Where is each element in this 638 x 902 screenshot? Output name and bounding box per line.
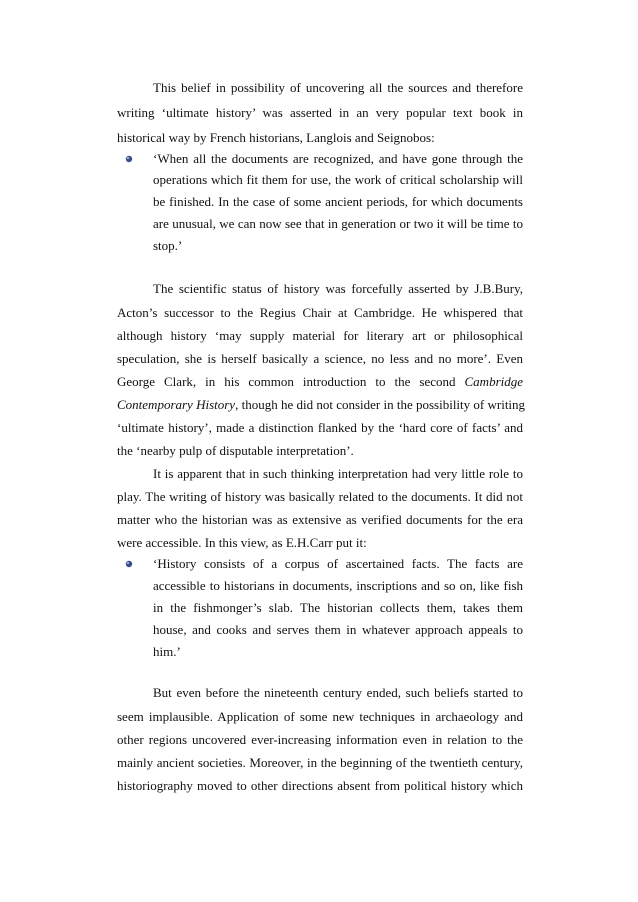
paragraph-line: historiography moved to other directions absent from political history which (117, 778, 523, 793)
bullet-icon (125, 560, 133, 568)
quote-line: be finished. In the case of some ancient periods, for which documents (153, 194, 523, 209)
paragraph-line: other regions uncovered ever-increasing information even in relation to the (117, 732, 523, 747)
paragraph-line: seem implausible. Application of some new techniques in archaeology and (117, 709, 523, 724)
quote-line: accessible to historians in documents, inscriptions and so on, like fish (153, 578, 523, 593)
paragraph-line: This belief in possibility of uncovering all the sources and therefore (153, 80, 523, 95)
quote-line: ‘When all the documents are recognized, and have gone through the (153, 151, 523, 166)
paragraph-line: mainly ancient societies. Moreover, in the beginning of the twentieth century, (117, 755, 523, 770)
quote-line: house, and cooks and serves them in whatever approach appeals to (153, 622, 523, 637)
paragraph-line (117, 374, 523, 389)
bullet-icon (125, 155, 133, 163)
italic-title: Contemporary History (117, 397, 236, 412)
quote-line: in the fishmonger’s slab. The historian collects them, takes them (153, 600, 523, 615)
quote-line: ‘History consists of a corpus of ascertained facts. The facts are (153, 556, 523, 571)
italic-title: Cambridge (464, 374, 524, 389)
paragraph-line: The scientific status of history was forcefully asserted by J.B.Bury, (153, 281, 523, 296)
quote-line: stop.’ (153, 238, 183, 253)
paragraph-line: were accessible. In this view, as E.H.Carr put it: (117, 535, 367, 550)
paragraph-line: Acton’s successor to the Regius Chair at Cambridge. He whispered that (117, 305, 523, 320)
paragraph-line: speculation, she is herself basically a science, no less and no more’. Even (117, 351, 523, 366)
paragraph-text: George Clark, in his common introduction to the second (117, 374, 456, 389)
paragraph-line: although history ‘may supply material for literary art or philosophical (117, 328, 523, 343)
paragraph-text: , though he did not consider in the possibility of writing (235, 397, 526, 412)
paragraph-line: It is apparent that in such thinking interpretation had very little role to (153, 466, 523, 481)
paragraph-line: ‘ultimate history’, made a distinction flanked by the ‘hard core of facts’ and (117, 420, 523, 435)
quote-line: operations which fit them for use, the work of critical scholarship will (153, 172, 523, 187)
paragraph-line: writing ‘ultimate history’ was asserted in an very popular text book in (117, 105, 523, 120)
quote-line: are unusual, we can now see that in generation or two it will be time to (153, 216, 523, 231)
paragraph-line (117, 397, 526, 412)
paragraph-line: play. The writing of history was basically related to the documents. It did not (117, 489, 523, 504)
paragraph-line: the ‘nearby pulp of disputable interpretation’. (117, 443, 354, 458)
quote-line: him.’ (153, 644, 181, 659)
paragraph-line: historical way by French historians, Langlois and Seignobos: (117, 130, 435, 145)
paragraph-line: But even before the nineteenth century ended, such beliefs started to (153, 685, 523, 700)
paragraph-line: matter who the historian was as extensive as verified documents for the era (117, 512, 523, 527)
